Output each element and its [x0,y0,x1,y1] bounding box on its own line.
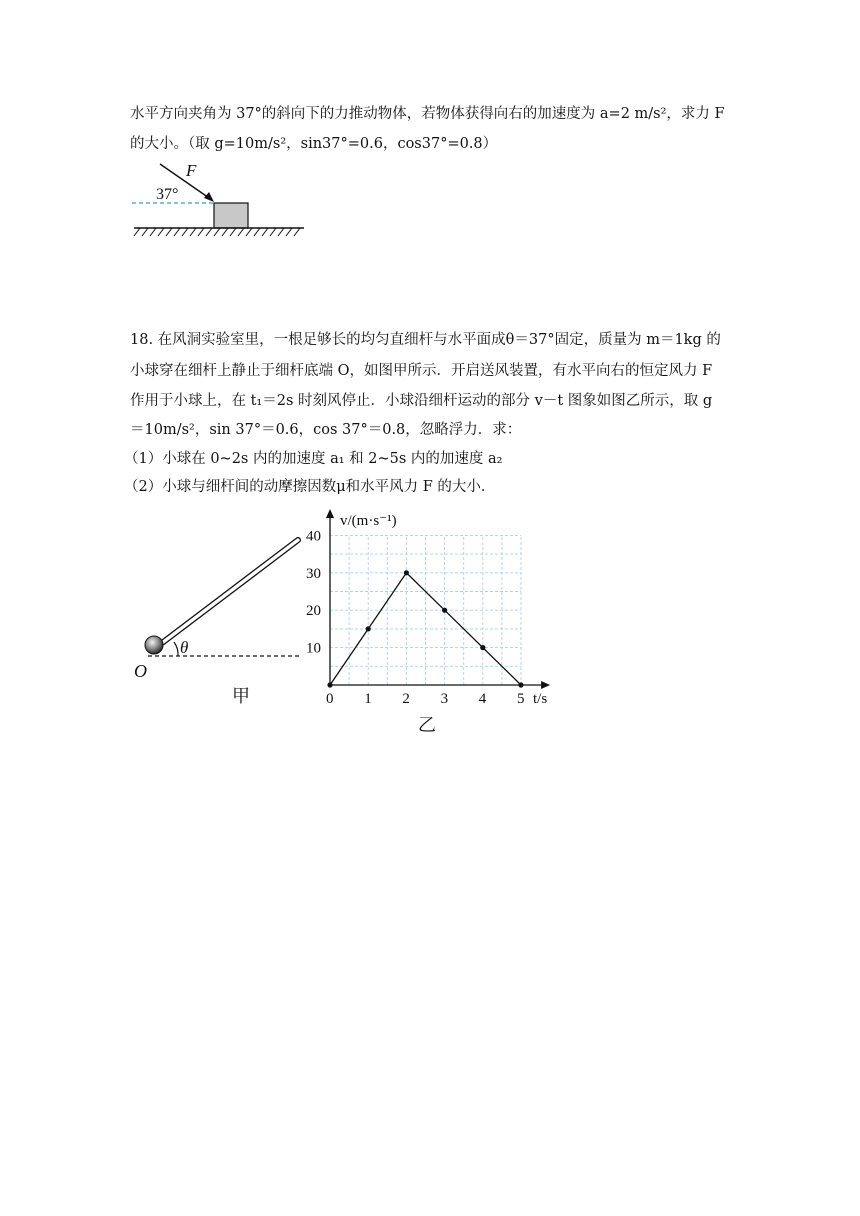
data-point [327,682,332,687]
p18-text-line1: 18. 在风洞实验室里，一根足够长的均匀直细杆与水平面成θ＝37°固定，质量为 m＝1kg 的 [130,332,721,348]
fig-yi-vt-chart [300,505,570,735]
x-tick-label: 5 [517,691,525,707]
fig-jia-theta-label: θ [180,638,189,657]
data-point [518,682,523,687]
data-point [442,608,447,613]
p17-text-line1: 水平方向夹角为 37°的斜向下的力推动物体，若物体获得向右的加速度为 a=2 m/s²，求力 F [130,106,725,122]
data-point [366,626,371,631]
chart-grid [330,535,521,685]
y-tick-label: 20 [306,603,321,620]
fig-jia-caption: 甲 [232,686,250,706]
p18-question-2: （2）小球与细杆间的动摩擦因数μ和水平风力 F 的大小． [124,479,496,495]
data-point [480,645,485,650]
p18-text-line4: ＝10m/s²，sin 37°＝0.6，cos 37°＝0.8，忽略浮力．求： [130,422,522,438]
data-point [404,570,409,575]
x-tick-label: 4 [478,691,487,707]
p17-angle-label: 37° [156,186,179,203]
x-tick-label: 0 [326,691,334,707]
chart-tick-labels [306,528,525,707]
fig-jia-origin-label: O [134,661,147,681]
p17-ground-hatch [134,228,300,236]
p17-force-diagram [128,160,308,244]
p18-text-line2: 小球穿在细杆上静止于细杆底端 O，如图甲所示．开启送风装置，有水平向右的恒定风力 F [130,363,713,379]
fig-jia-angle-arc [174,642,178,656]
fig-jia-rod-ball [128,528,308,712]
fig-yi-caption: 乙 [418,715,436,735]
chart-y-axis-label: v/(m·s⁻¹) [340,513,397,529]
p17-force-label: F [186,161,197,180]
x-tick-label: 1 [364,691,372,707]
y-tick-label: 10 [306,640,321,657]
x-tick-label: 2 [402,691,410,707]
p17-force-arrowhead [204,192,214,202]
chart-x-axis-label: t/s [533,691,548,707]
p17-text-line2: 的大小。（取 g=10m/s²，sin37°=0.6，cos37°=0.8） [130,136,498,152]
fig-jia-rod [158,540,298,646]
chart-axes [326,509,550,689]
p18-question-1: （1）小球在 0~2s 内的加速度 a₁ 和 2~5s 内的加速度 a₂ [124,451,503,467]
fig-jia-ball [145,636,163,654]
y-tick-label: 30 [306,565,321,582]
x-tick-label: 3 [440,691,449,707]
p17-block [214,203,248,228]
y-axis-arrowhead [326,509,334,518]
p18-text-line3: 作用于小球上，在 t₁＝2s 时刻风停止．小球沿细杆运动的部分 v－t 图象如图乙所示，取 g [130,393,713,409]
y-tick-label: 40 [306,528,321,545]
x-axis-arrowhead [541,681,550,689]
